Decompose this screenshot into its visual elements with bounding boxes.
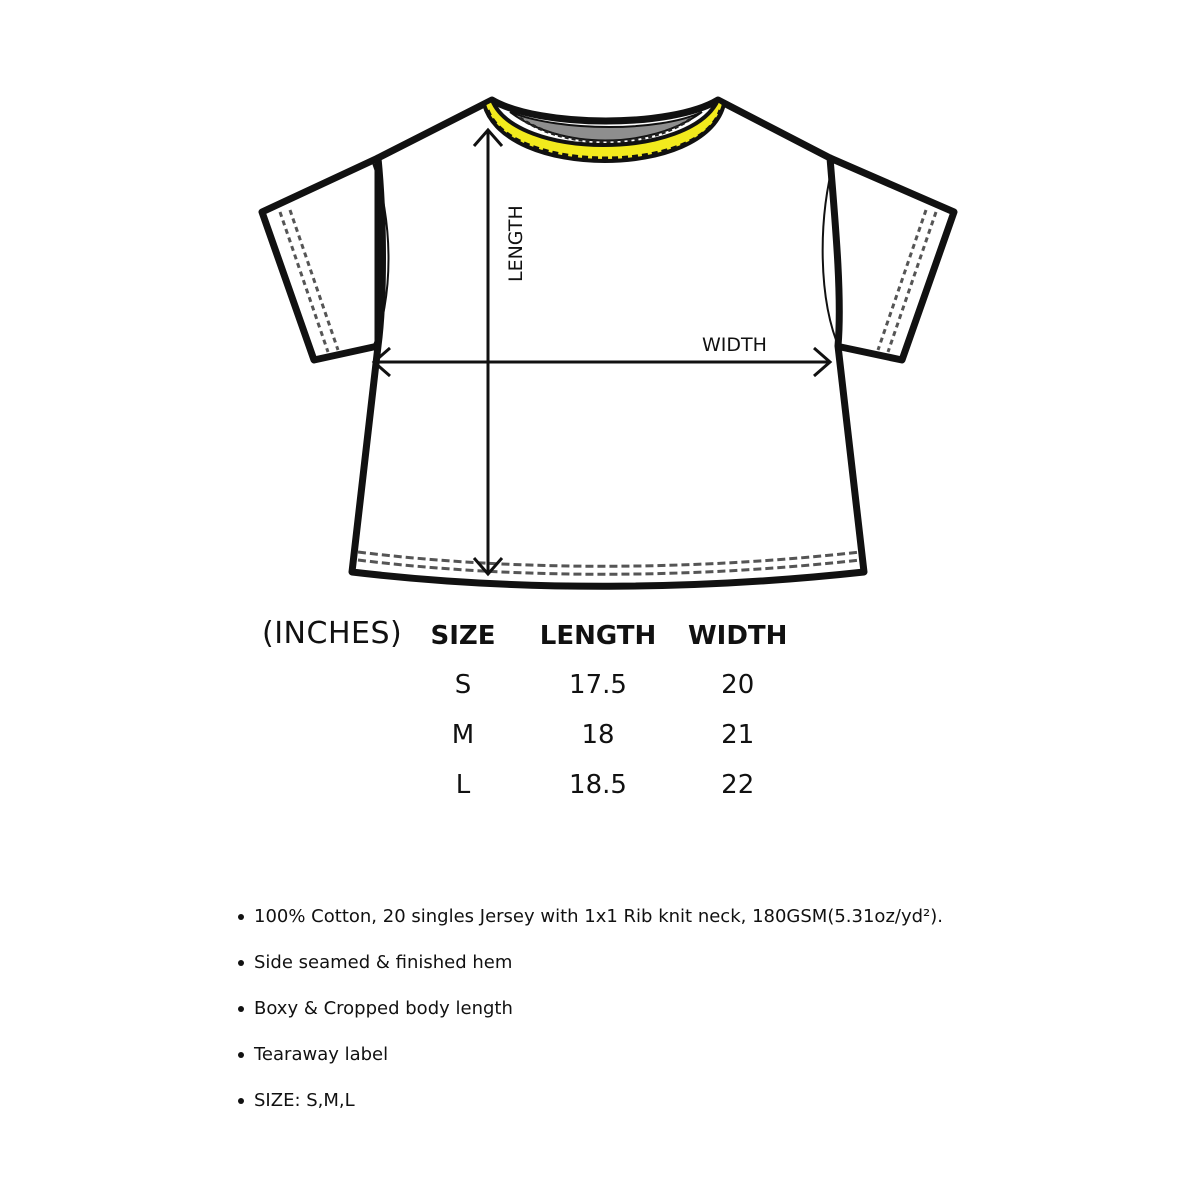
unit-label: (INCHES) (262, 616, 403, 651)
feature-list (236, 900, 943, 1130)
size-chart-table (418, 616, 787, 810)
cell-width: 21 (721, 720, 755, 750)
header-size: SIZE (430, 621, 496, 651)
cell-length: 18 (581, 720, 615, 750)
table-row (418, 760, 787, 810)
cell-size: L (455, 770, 471, 800)
cell-size: S (454, 670, 472, 700)
table-row (418, 710, 787, 760)
list-item: Side seamed & finished hem (236, 946, 943, 992)
list-item: Tearaway label (236, 1038, 943, 1084)
length-label: LENGTH (505, 205, 527, 282)
left-sleeve (262, 158, 378, 360)
table-header-row (418, 616, 787, 656)
cell-width: 22 (721, 770, 755, 800)
list-item: Boxy & Cropped body length (236, 992, 943, 1038)
shirt-body (352, 100, 864, 586)
cell-width: 20 (721, 670, 755, 700)
cell-length: 18.5 (569, 770, 627, 800)
right-sleeve (830, 158, 954, 360)
header-width: WIDTH (688, 621, 788, 651)
header-length: LENGTH (539, 621, 657, 651)
table-row (418, 656, 787, 710)
list-item: SIZE: S,M,L (236, 1084, 943, 1130)
cell-size: M (451, 720, 475, 750)
list-item: 100% Cotton, 20 singles Jersey with 1x1 Rib knit neck, 180GSM(5.31oz/yd²). (236, 900, 943, 946)
width-label: WIDTH (702, 334, 767, 356)
cell-length: 17.5 (569, 670, 627, 700)
